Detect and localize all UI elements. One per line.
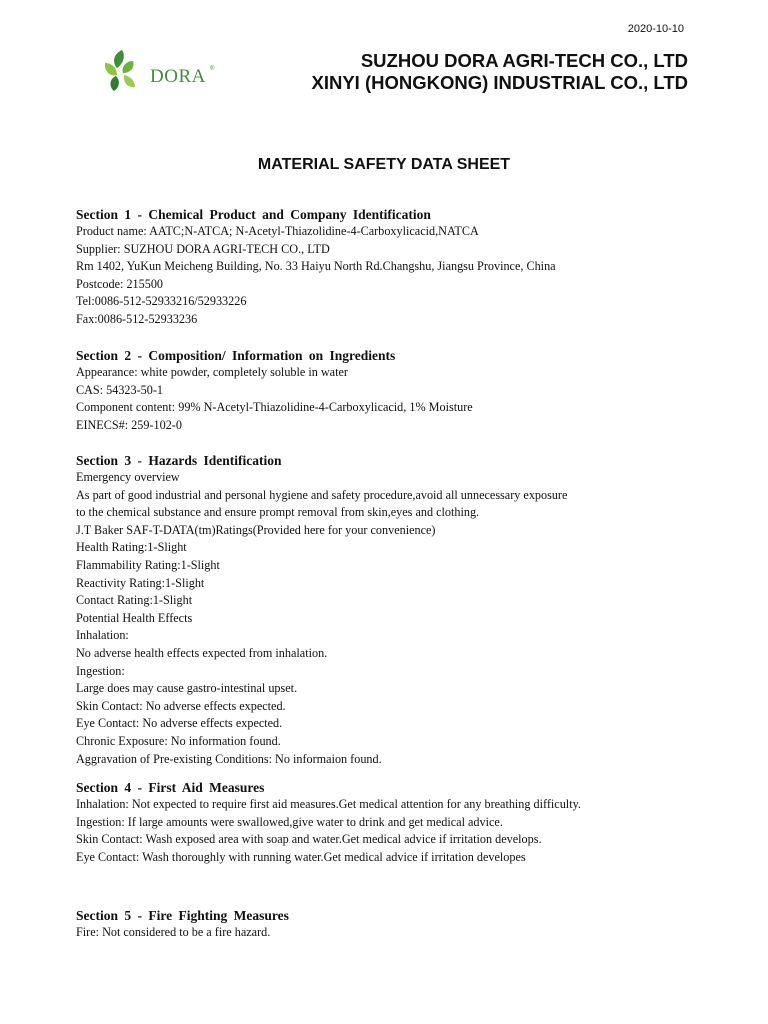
- section-heading: Section 4 - First Aid Measures: [76, 780, 265, 795]
- company-names: [311, 50, 688, 94]
- section-heading: Section 5 - Fire Fighting Measures: [76, 908, 289, 923]
- section-heading: Section 2 - Composition/ Information on Ingredients: [76, 348, 396, 363]
- section-line: Fire: Not considered to be a fire hazard.: [76, 925, 271, 939]
- section-line: Eye Contact: Wash thoroughly with running water.Get medical advice if irritation developes: [76, 849, 526, 864]
- section-heading: Section 1 - Chemical Product and Company Identification: [76, 207, 431, 222]
- section-line: Large does may cause gastro-intestinal upset.: [76, 681, 298, 696]
- section-line: EINECS#: 259-102-0: [76, 417, 182, 432]
- section-line: Health Rating:1-Slight: [76, 540, 187, 555]
- section-heading: Section 3 - Hazards Identification: [76, 453, 282, 468]
- section-line: As part of good industrial and personal hygiene and safety procedure,avoid all unnecessary exposure: [76, 487, 568, 502]
- section-line: Aggravation of Pre-existing Conditions: No informaion found.: [76, 751, 382, 766]
- section-4: [76, 779, 696, 866]
- section-line: Fax:0086-512-52933236: [76, 311, 198, 326]
- section-line: Postcode: 215500: [76, 276, 164, 291]
- section-line: Tel:0086-512-52933216/52933226: [76, 294, 247, 309]
- section-line: Inhalation:: [76, 628, 129, 643]
- section-line: J.T Baker SAF-T-DATA(tm)Ratings(Provided here for your convenience): [76, 522, 436, 537]
- company-name-2: XINYI (HONGKONG) INDUSTRIAL CO., LTD: [311, 72, 688, 93]
- section-line: Rm 1402, YuKun Meicheng Building, No. 33 Haiyu North Rd.Changshu, Jiangsu Province, China: [76, 259, 556, 274]
- registered-mark: ®: [210, 66, 215, 72]
- section-5: [76, 907, 696, 942]
- section-line: Chronic Exposure: No information found.: [76, 733, 281, 748]
- section-line: to the chemical substance and ensure prompt removal from skin,eyes and clothing.: [76, 505, 480, 520]
- section-line: Ingestion: If large amounts were swallowed,give water to drink and get medical advice.: [76, 814, 503, 829]
- section-line: Ingestion:: [76, 663, 125, 678]
- logo-wordmark: DORA: [150, 66, 206, 87]
- section-line: Contact Rating:1-Slight: [76, 593, 193, 608]
- document-title: MATERIAL SAFETY DATA SHEET: [257, 156, 511, 173]
- section-line: Flammability Rating:1-Slight: [76, 557, 220, 572]
- section-1: [76, 206, 696, 329]
- dora-logo: [102, 48, 222, 94]
- section-line: CAS: 54323-50-1: [76, 382, 164, 397]
- section-line: No adverse health effects expected from inhalation.: [76, 645, 328, 660]
- leaf-logo-icon: [102, 48, 152, 94]
- section-line: Component content: 99% N-Acetyl-Thiazolidine-4-Carboxylicacid, 1% Moisture: [76, 400, 473, 415]
- document-date: 2020-10-10: [627, 23, 684, 35]
- section-line: Skin Contact: Wash exposed area with soap and water.Get medical advice if irritation develops.: [76, 832, 542, 847]
- section-2: [76, 347, 696, 434]
- company-name-1: SUZHOU DORA AGRI-TECH CO., LTD: [360, 50, 688, 71]
- section-line: Emergency overview: [76, 470, 180, 484]
- section-line: Appearance: white powder, completely soluble in water: [76, 365, 348, 379]
- section-line: Supplier: SUZHOU DORA AGRI-TECH CO., LTD: [76, 241, 330, 256]
- section-3: [76, 452, 696, 768]
- section-line: Potential Health Effects: [76, 610, 193, 625]
- section-line: Eye Contact: No adverse effects expected.: [76, 716, 283, 731]
- section-line: Inhalation: Not expected to require first aid measures.Get medical attention for any breathing difficulty.: [76, 797, 581, 811]
- section-line: Skin Contact: No adverse effects expected.: [76, 698, 286, 713]
- section-line: Reactivity Rating:1-Slight: [76, 575, 205, 590]
- section-line: Product name: AATC;N-ATCA; N-Acetyl-Thiazolidine-4-Carboxylicacid,NATCA: [76, 224, 479, 238]
